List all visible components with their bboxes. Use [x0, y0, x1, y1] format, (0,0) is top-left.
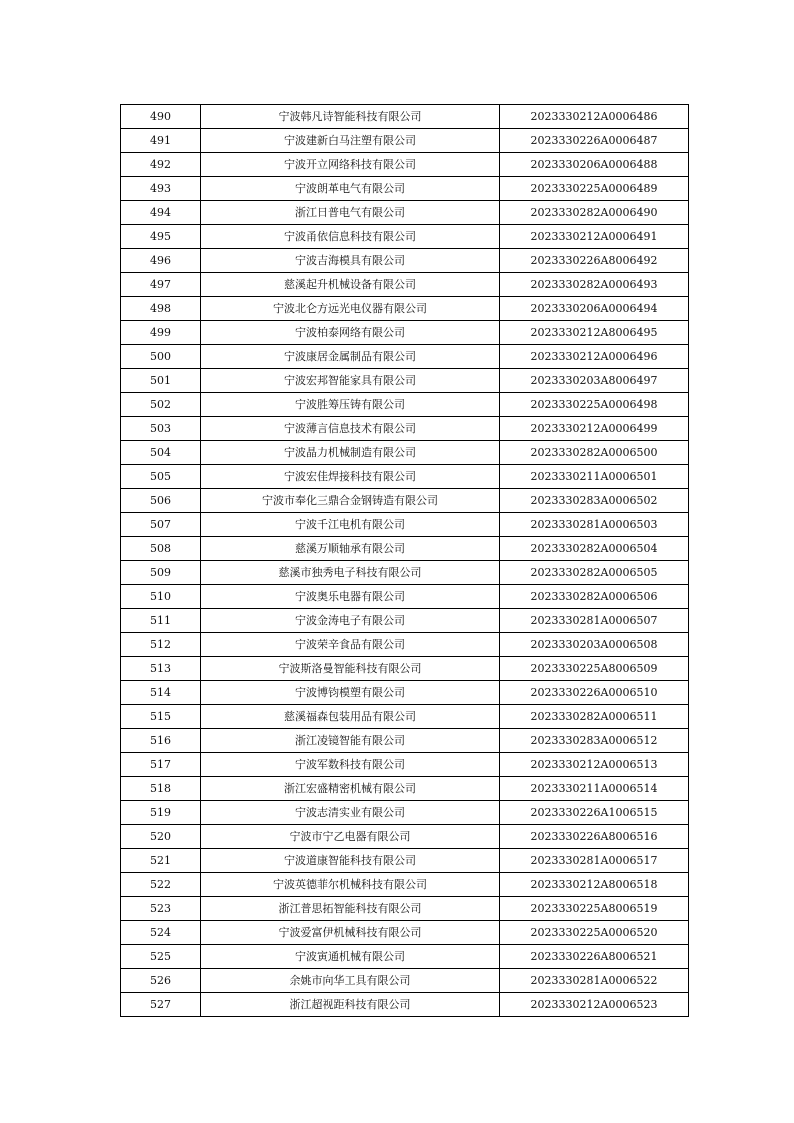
row-number-cell: 493 — [121, 177, 201, 201]
company-name-cell: 宁波市宁乙电器有限公司 — [201, 825, 500, 849]
registration-code-cell: 2023330283A0006512 — [500, 729, 689, 753]
row-number-cell: 518 — [121, 777, 201, 801]
row-number-cell: 511 — [121, 609, 201, 633]
company-name-cell: 宁波奥乐电器有限公司 — [201, 585, 500, 609]
registration-code-cell: 2023330212A0006491 — [500, 225, 689, 249]
company-name-cell: 浙江普思拓智能科技有限公司 — [201, 897, 500, 921]
registration-code-cell: 2023330225A0006489 — [500, 177, 689, 201]
registration-code-cell: 2023330282A0006493 — [500, 273, 689, 297]
company-name-cell: 宁波荣辛食品有限公司 — [201, 633, 500, 657]
company-name-cell: 宁波爱富伊机械科技有限公司 — [201, 921, 500, 945]
table-row — [121, 105, 689, 129]
company-name-cell: 宁波胜筹压铸有限公司 — [201, 393, 500, 417]
registration-code-cell: 2023330282A0006505 — [500, 561, 689, 585]
registration-code-cell: 2023330226A0006487 — [500, 129, 689, 153]
row-number-cell: 505 — [121, 465, 201, 489]
table-row — [121, 321, 689, 345]
company-name-cell: 余姚市向华工具有限公司 — [201, 969, 500, 993]
table-row — [121, 417, 689, 441]
table-row — [121, 225, 689, 249]
table-row — [121, 825, 689, 849]
row-number-cell: 499 — [121, 321, 201, 345]
registration-code-cell: 2023330206A0006494 — [500, 297, 689, 321]
registration-code-cell: 2023330212A0006499 — [500, 417, 689, 441]
table-row — [121, 273, 689, 297]
registration-code-cell: 2023330282A0006506 — [500, 585, 689, 609]
row-number-cell: 496 — [121, 249, 201, 273]
table-row — [121, 489, 689, 513]
company-name-cell: 宁波韩凡诗智能科技有限公司 — [201, 105, 500, 129]
company-name-cell: 宁波金涛电子有限公司 — [201, 609, 500, 633]
row-number-cell: 492 — [121, 153, 201, 177]
table-row — [121, 153, 689, 177]
registration-code-cell: 2023330225A0006520 — [500, 921, 689, 945]
company-name-cell: 慈溪起升机械设备有限公司 — [201, 273, 500, 297]
registration-code-cell: 2023330281A0006522 — [500, 969, 689, 993]
table-row — [121, 249, 689, 273]
registration-code-cell: 2023330226A8006521 — [500, 945, 689, 969]
registration-code-cell: 2023330225A8006519 — [500, 897, 689, 921]
row-number-cell: 501 — [121, 369, 201, 393]
registration-code-cell: 2023330283A0006502 — [500, 489, 689, 513]
company-name-cell: 宁波千江电机有限公司 — [201, 513, 500, 537]
row-number-cell: 521 — [121, 849, 201, 873]
table-row — [121, 369, 689, 393]
row-number-cell: 494 — [121, 201, 201, 225]
registration-code-cell: 2023330281A0006507 — [500, 609, 689, 633]
row-number-cell: 515 — [121, 705, 201, 729]
company-name-cell: 慈溪市独秀电子科技有限公司 — [201, 561, 500, 585]
company-name-cell: 浙江日普电气有限公司 — [201, 201, 500, 225]
row-number-cell: 495 — [121, 225, 201, 249]
row-number-cell: 490 — [121, 105, 201, 129]
row-number-cell: 491 — [121, 129, 201, 153]
company-name-cell: 宁波军数科技有限公司 — [201, 753, 500, 777]
table-row — [121, 201, 689, 225]
table-row — [121, 177, 689, 201]
company-name-cell: 宁波市奉化三鼎合金钢铸造有限公司 — [201, 489, 500, 513]
registration-code-cell: 2023330282A0006504 — [500, 537, 689, 561]
company-name-cell: 宁波斯洛曼智能科技有限公司 — [201, 657, 500, 681]
row-number-cell: 497 — [121, 273, 201, 297]
company-name-cell: 宁波开立网络科技有限公司 — [201, 153, 500, 177]
registration-code-cell: 2023330226A1006515 — [500, 801, 689, 825]
registration-code-cell: 2023330225A0006498 — [500, 393, 689, 417]
table-row — [121, 585, 689, 609]
registration-code-cell: 2023330211A0006514 — [500, 777, 689, 801]
registration-code-cell: 2023330212A8006495 — [500, 321, 689, 345]
registration-code-cell: 2023330212A8006518 — [500, 873, 689, 897]
registration-code-cell: 2023330281A0006503 — [500, 513, 689, 537]
table-row — [121, 969, 689, 993]
row-number-cell: 526 — [121, 969, 201, 993]
table-row — [121, 705, 689, 729]
table-row — [121, 297, 689, 321]
table-row — [121, 441, 689, 465]
table-row — [121, 849, 689, 873]
registration-code-cell: 2023330282A0006490 — [500, 201, 689, 225]
company-name-cell: 宁波博钧模塑有限公司 — [201, 681, 500, 705]
row-number-cell: 525 — [121, 945, 201, 969]
table-row — [121, 993, 689, 1017]
row-number-cell: 507 — [121, 513, 201, 537]
company-name-cell: 宁波康居金属制品有限公司 — [201, 345, 500, 369]
company-name-cell: 宁波宏邦智能家具有限公司 — [201, 369, 500, 393]
table-row — [121, 897, 689, 921]
table-body — [121, 105, 689, 1017]
registration-code-cell: 2023330211A0006501 — [500, 465, 689, 489]
company-name-cell: 浙江宏盛精密机械有限公司 — [201, 777, 500, 801]
row-number-cell: 519 — [121, 801, 201, 825]
row-number-cell: 504 — [121, 441, 201, 465]
table-row — [121, 513, 689, 537]
row-number-cell: 510 — [121, 585, 201, 609]
company-name-cell: 宁波英德菲尔机械科技有限公司 — [201, 873, 500, 897]
company-name-cell: 宁波甬依信息科技有限公司 — [201, 225, 500, 249]
row-number-cell: 508 — [121, 537, 201, 561]
table-row — [121, 609, 689, 633]
registration-code-cell: 2023330226A0006510 — [500, 681, 689, 705]
company-name-cell: 浙江凌镜智能有限公司 — [201, 729, 500, 753]
company-name-cell: 宁波寅通机械有限公司 — [201, 945, 500, 969]
registration-code-cell: 2023330203A0006508 — [500, 633, 689, 657]
company-name-cell: 宁波晶力机械制造有限公司 — [201, 441, 500, 465]
table-row — [121, 921, 689, 945]
table-row — [121, 729, 689, 753]
table-row — [121, 873, 689, 897]
row-number-cell: 520 — [121, 825, 201, 849]
company-name-cell: 慈溪万顺轴承有限公司 — [201, 537, 500, 561]
registration-code-cell: 2023330212A0006513 — [500, 753, 689, 777]
row-number-cell: 502 — [121, 393, 201, 417]
table-row — [121, 129, 689, 153]
company-name-cell: 宁波薄言信息技术有限公司 — [201, 417, 500, 441]
row-number-cell: 512 — [121, 633, 201, 657]
row-number-cell: 509 — [121, 561, 201, 585]
table-row — [121, 465, 689, 489]
company-registry-table — [120, 104, 689, 1017]
registration-code-cell: 2023330281A0006517 — [500, 849, 689, 873]
row-number-cell: 506 — [121, 489, 201, 513]
company-name-cell: 宁波建新白马注塑有限公司 — [201, 129, 500, 153]
company-name-cell: 宁波吉海模具有限公司 — [201, 249, 500, 273]
row-number-cell: 516 — [121, 729, 201, 753]
table-row — [121, 801, 689, 825]
registration-code-cell: 2023330225A8006509 — [500, 657, 689, 681]
row-number-cell: 523 — [121, 897, 201, 921]
row-number-cell: 517 — [121, 753, 201, 777]
row-number-cell: 527 — [121, 993, 201, 1017]
row-number-cell: 513 — [121, 657, 201, 681]
table-row — [121, 753, 689, 777]
company-name-cell: 宁波志清实业有限公司 — [201, 801, 500, 825]
registration-code-cell: 2023330206A0006488 — [500, 153, 689, 177]
registration-code-cell: 2023330282A0006511 — [500, 705, 689, 729]
company-name-cell: 宁波道康智能科技有限公司 — [201, 849, 500, 873]
row-number-cell: 503 — [121, 417, 201, 441]
row-number-cell: 498 — [121, 297, 201, 321]
table-row — [121, 393, 689, 417]
company-name-cell: 宁波朗革电气有限公司 — [201, 177, 500, 201]
registration-code-cell: 2023330212A0006496 — [500, 345, 689, 369]
registration-code-cell: 2023330203A8006497 — [500, 369, 689, 393]
table-row — [121, 561, 689, 585]
registration-code-cell: 2023330212A0006486 — [500, 105, 689, 129]
table-row — [121, 945, 689, 969]
company-name-cell: 宁波柏泰网络有限公司 — [201, 321, 500, 345]
registration-code-cell: 2023330212A0006523 — [500, 993, 689, 1017]
company-name-cell: 浙江超视距科技有限公司 — [201, 993, 500, 1017]
row-number-cell: 514 — [121, 681, 201, 705]
registration-code-cell: 2023330282A0006500 — [500, 441, 689, 465]
company-name-cell: 慈溪福森包装用品有限公司 — [201, 705, 500, 729]
row-number-cell: 522 — [121, 873, 201, 897]
registration-code-cell: 2023330226A8006492 — [500, 249, 689, 273]
table-row — [121, 777, 689, 801]
company-name-cell: 宁波北仑方远光电仪器有限公司 — [201, 297, 500, 321]
table-row — [121, 657, 689, 681]
row-number-cell: 524 — [121, 921, 201, 945]
table-row — [121, 345, 689, 369]
table-row — [121, 633, 689, 657]
row-number-cell: 500 — [121, 345, 201, 369]
company-name-cell: 宁波宏佳焊接科技有限公司 — [201, 465, 500, 489]
registration-code-cell: 2023330226A8006516 — [500, 825, 689, 849]
table-row — [121, 537, 689, 561]
table-row — [121, 681, 689, 705]
